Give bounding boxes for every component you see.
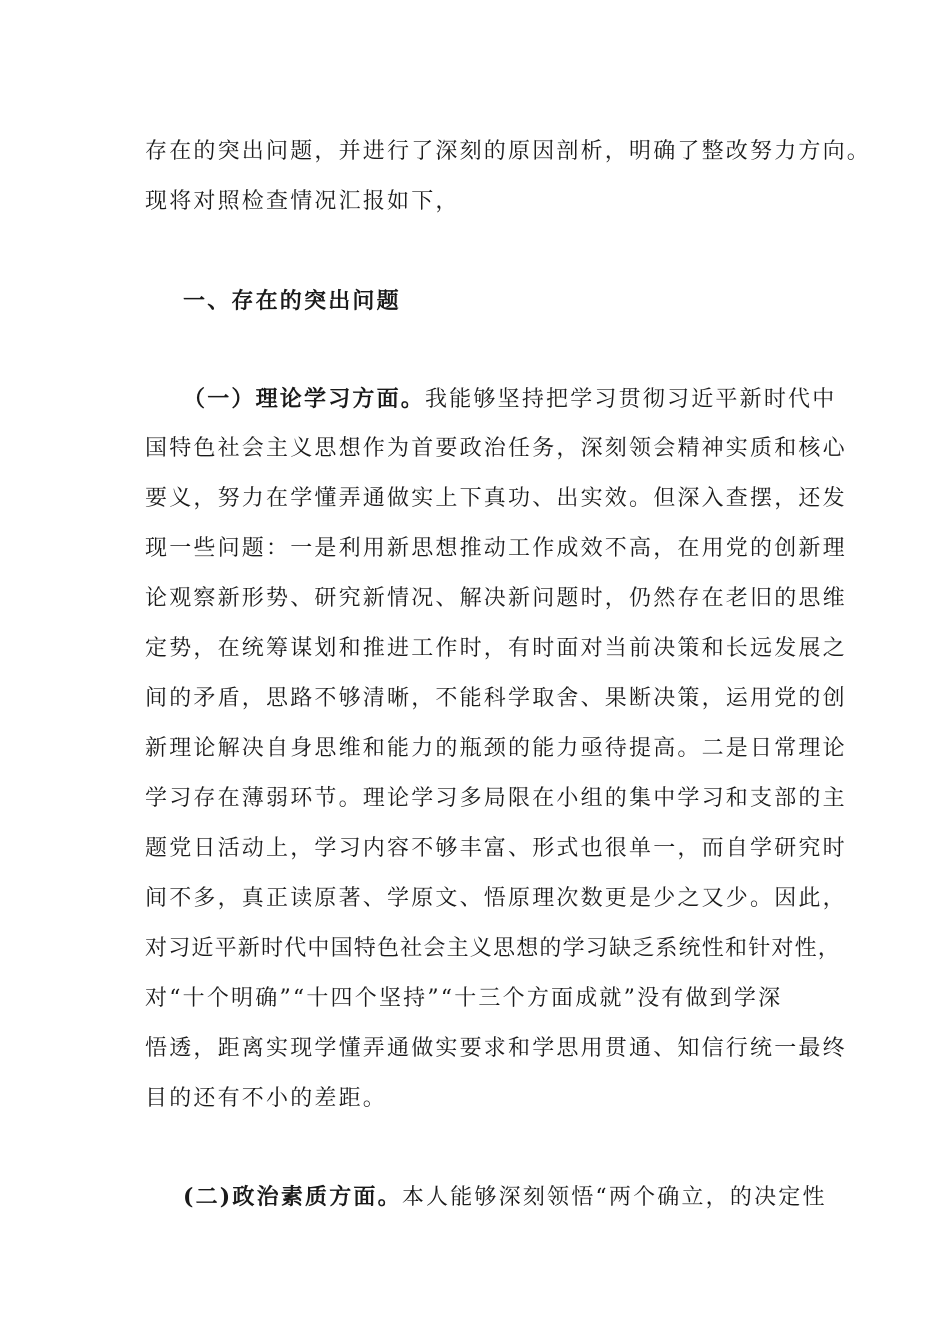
para1-line: 定势，在统筹谋划和推进工作时，有时面对当前决策和长远发展之: [145, 636, 847, 661]
intro-line-2: 现将对照检查情况汇报如下，: [145, 189, 460, 214]
para1-line: 对“十个明确”“十四个坚持”“十三个方面成就”没有做到学深: [145, 986, 783, 1011]
para1-line: 间的矛盾，思路不够清晰，不能科学取舍、果断决策，运用党的创: [145, 686, 847, 711]
para1-line: 间不多，真正读原著、学原文、悟原理次数更是少之又少。因此，: [145, 886, 847, 911]
para1-line: 对习近平新时代中国特色社会主义思想的学习缺乏系统性和针对性，: [145, 936, 842, 961]
para1-line: 要义，努力在学懂弄通做实上下真功、出实效。但深入查摆，还发: [145, 486, 847, 511]
para1-line: 论观察新形势、研究新情况、解决新问题时，仍然存在老旧的思维: [145, 586, 847, 611]
para1-line: 题党日活动上，学习内容不够丰富、形式也很单一，而自学研究时: [145, 836, 847, 861]
para1-line: 现一些问题：一是利用新思想推动工作成效不高，在用党的创新理: [145, 536, 847, 561]
para1-line: 目的还有不小的差距。: [145, 1086, 388, 1111]
para1-lead: （一）理论学习方面。: [183, 386, 426, 412]
para1-line: 新理论解决自身思维和能力的瓶颈的能力亟待提高。二是日常理论: [145, 736, 847, 761]
para1-line: 学习存在薄弱环节。理论学习多局限在小组的集中学习和支部的主: [145, 786, 847, 811]
para1-first-line: [183, 384, 836, 415]
para2-first-line-text: 本人能够深刻领悟“两个确立，的决定性: [401, 1185, 827, 1210]
para1-line: 国特色社会主义思想作为首要政治任务，深刻领会精神实质和核心: [145, 436, 847, 461]
para1-first-line-text: 我能够坚持把学习贯彻习近平新时代中: [425, 387, 837, 412]
para1-line: 悟透，距离实现学懂弄通做实要求和学思用贯通、知信行统一最终: [145, 1036, 847, 1061]
para2-first-line: [183, 1182, 827, 1213]
intro-line-1: 存在的突出问题，并进行了深刻的原因剖析，明确了整改努力方向。: [145, 139, 872, 164]
section-heading: 一、存在的突出问题: [183, 288, 401, 314]
para2-lead: (二)政治素质方面。: [183, 1184, 402, 1210]
